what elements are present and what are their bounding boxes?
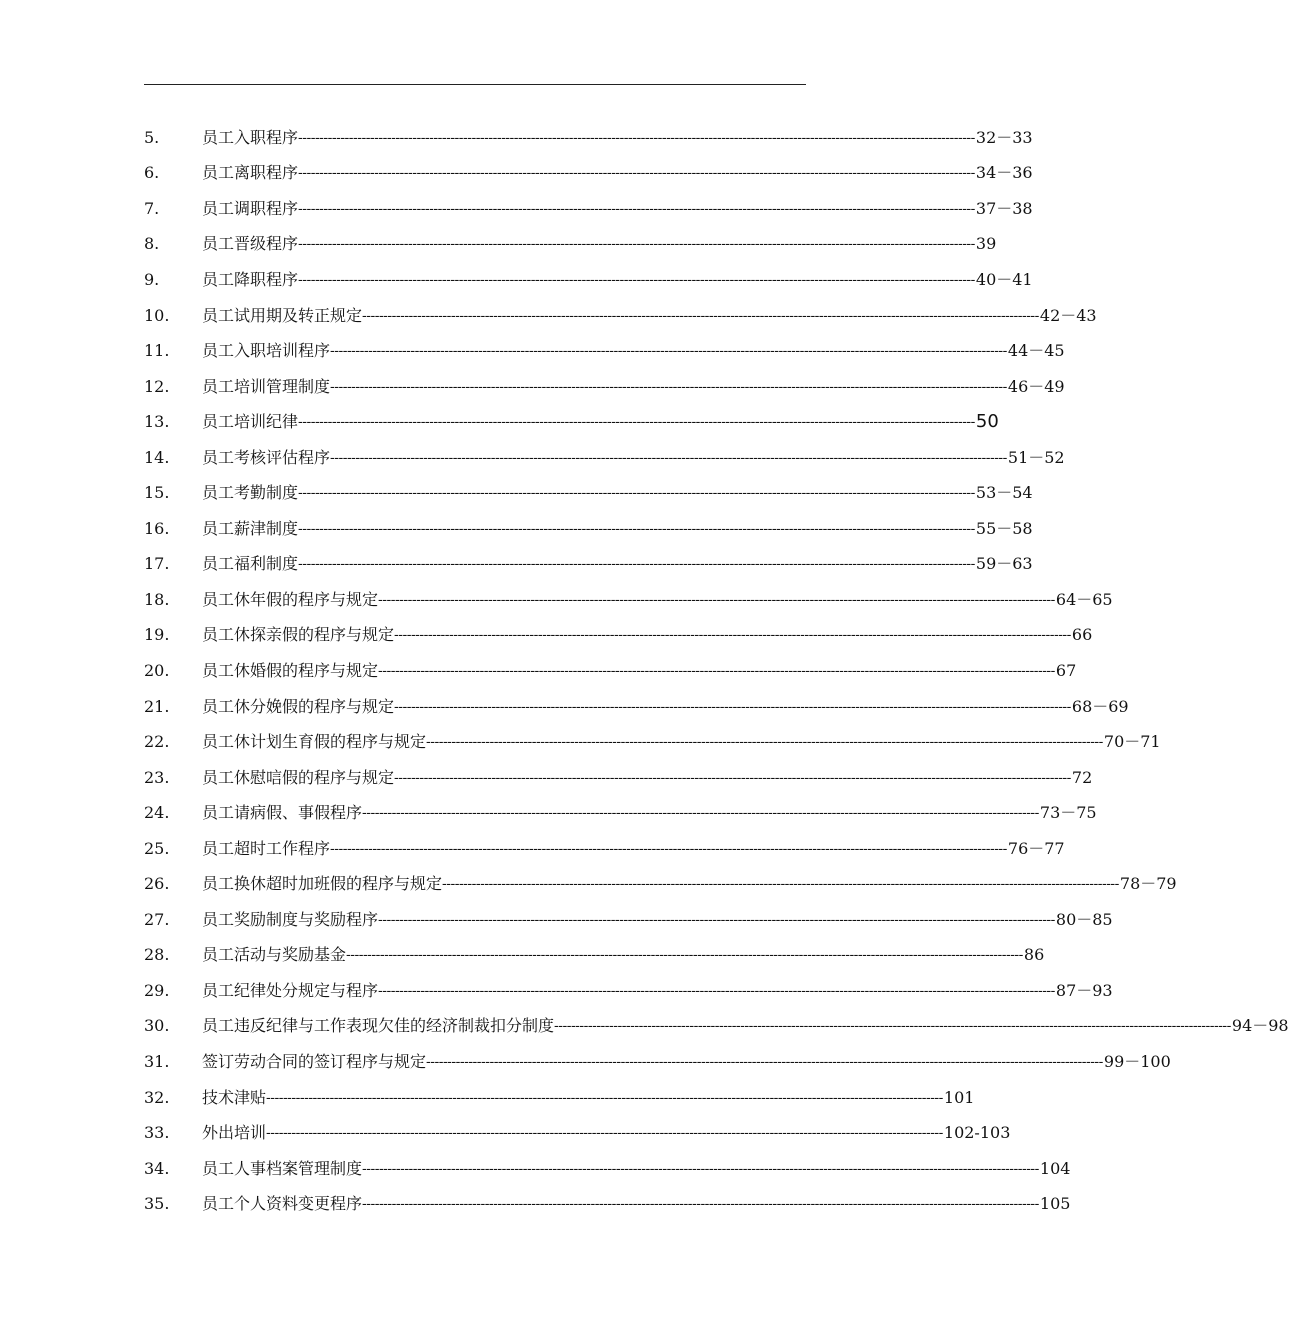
toc-entry-title: 员工降职程序 bbox=[202, 269, 299, 289]
toc-entry-page: 99－100 bbox=[1103, 1051, 1171, 1071]
toc-entry-title: 员工休年假的程序与规定 bbox=[202, 589, 379, 609]
toc-entry[interactable] bbox=[144, 262, 1033, 298]
toc-entry-page: 73－75 bbox=[1039, 803, 1097, 823]
toc-entry[interactable] bbox=[144, 404, 999, 440]
toc-leader: ---------------------------------------------------------------------------------------------------------------------------------------------------------------- bbox=[266, 1089, 943, 1106]
toc-leader: ---------------------------------------------------------------------------------------------------------------------------------------------------------------- bbox=[330, 840, 1007, 857]
toc-entry[interactable] bbox=[144, 760, 1093, 796]
toc-entry-page: 80－85 bbox=[1055, 909, 1113, 929]
toc-entry-number: 5. bbox=[144, 127, 160, 147]
toc-entry[interactable] bbox=[144, 724, 1161, 760]
toc-entry-page: 42－43 bbox=[1039, 305, 1097, 325]
toc-leader: ---------------------------------------------------------------------------------------------------------------------------------------------------------------- bbox=[394, 769, 1071, 786]
toc-entry[interactable] bbox=[144, 582, 1113, 618]
toc-entry[interactable] bbox=[144, 902, 1113, 938]
toc-entry-page: 34－36 bbox=[975, 163, 1033, 183]
toc-leader: ---------------------------------------------------------------------------------------------------------------------------------------------------------------- bbox=[298, 520, 975, 537]
toc-entry-number: 15. bbox=[144, 483, 170, 503]
toc-entry-number: 16. bbox=[144, 518, 170, 538]
toc-entry-title: 员工纪律处分规定与程序 bbox=[202, 980, 379, 1000]
toc-entry[interactable] bbox=[144, 831, 1065, 867]
toc-entry-title: 签订劳动合同的签订程序与规定 bbox=[202, 1051, 427, 1071]
toc-entry[interactable] bbox=[144, 333, 1065, 369]
toc-entry[interactable] bbox=[144, 1080, 975, 1116]
toc-entry-number: 8. bbox=[144, 234, 160, 254]
toc-entry-title: 员工休计划生育假的程序与规定 bbox=[202, 732, 427, 752]
toc-entry-number: 29. bbox=[144, 980, 170, 1000]
toc-entry-page: 59－63 bbox=[975, 554, 1033, 574]
toc-entry-page: 51－52 bbox=[1007, 447, 1065, 467]
toc-leader: ---------------------------------------------------------------------------------------------------------------------------------------------------------------- bbox=[330, 343, 1007, 360]
toc-leader: ---------------------------------------------------------------------------------------------------------------------------------------------------------------- bbox=[426, 734, 1103, 751]
toc-entry-page: 67 bbox=[1055, 660, 1077, 680]
toc-entry-number: 20. bbox=[144, 660, 170, 680]
toc-entry-title: 员工换休超时加班假的程序与规定 bbox=[202, 874, 443, 894]
toc-entry-title: 员工调职程序 bbox=[202, 198, 299, 218]
table-of-contents bbox=[144, 120, 1289, 1222]
toc-entry-title: 员工晋级程序 bbox=[202, 234, 299, 254]
toc-entry[interactable] bbox=[144, 191, 1033, 227]
toc-entry-number: 19. bbox=[144, 625, 170, 645]
toc-entry[interactable] bbox=[144, 866, 1177, 902]
toc-entry-page: 44－45 bbox=[1007, 341, 1065, 361]
toc-leader: ---------------------------------------------------------------------------------------------------------------------------------------------------------------- bbox=[394, 627, 1071, 644]
toc-leader: ---------------------------------------------------------------------------------------------------------------------------------------------------------------- bbox=[378, 662, 1055, 679]
toc-entry-number: 25. bbox=[144, 838, 170, 858]
toc-entry-number: 26. bbox=[144, 874, 170, 894]
toc-entry-title: 员工离职程序 bbox=[202, 163, 299, 183]
toc-leader: ---------------------------------------------------------------------------------------------------------------------------------------------------------------- bbox=[378, 982, 1055, 999]
toc-leader: ---------------------------------------------------------------------------------------------------------------------------------------------------------------- bbox=[442, 876, 1119, 893]
toc-entry-page: 53－54 bbox=[975, 483, 1033, 503]
toc-entry-title: 员工超时工作程序 bbox=[202, 838, 331, 858]
toc-entry-page: 105 bbox=[1039, 1194, 1071, 1214]
toc-leader: ---------------------------------------------------------------------------------------------------------------------------------------------------------------- bbox=[266, 1125, 943, 1142]
toc-entry-page: 37－38 bbox=[975, 198, 1033, 218]
toc-leader: ---------------------------------------------------------------------------------------------------------------------------------------------------------------- bbox=[298, 236, 975, 253]
toc-entry[interactable] bbox=[144, 120, 1033, 156]
toc-entry[interactable] bbox=[144, 1186, 1071, 1222]
toc-entry-title: 员工入职程序 bbox=[202, 127, 299, 147]
toc-entry[interactable] bbox=[144, 298, 1097, 334]
toc-entry-title: 员工休分娩假的程序与规定 bbox=[202, 696, 395, 716]
toc-entry[interactable] bbox=[144, 475, 1033, 511]
toc-entry-page: 39 bbox=[975, 234, 997, 254]
toc-entry-title: 员工个人资料变更程序 bbox=[202, 1194, 363, 1214]
toc-entry-page: 64－65 bbox=[1055, 589, 1113, 609]
toc-leader: ---------------------------------------------------------------------------------------------------------------------------------------------------------------- bbox=[330, 378, 1007, 395]
toc-entry[interactable] bbox=[144, 689, 1129, 725]
toc-entry-number: 21. bbox=[144, 696, 170, 716]
toc-entry-page: 86 bbox=[1023, 945, 1045, 965]
toc-entry-number: 28. bbox=[144, 945, 170, 965]
toc-entry[interactable] bbox=[144, 938, 1045, 974]
toc-entry-number: 31. bbox=[144, 1051, 170, 1071]
toc-entry-title: 员工培训纪律 bbox=[202, 412, 299, 432]
toc-entry[interactable] bbox=[144, 1151, 1071, 1187]
toc-entry-number: 27. bbox=[144, 909, 170, 929]
toc-entry[interactable] bbox=[144, 511, 1033, 547]
toc-leader: ---------------------------------------------------------------------------------------------------------------------------------------------------------------- bbox=[298, 271, 975, 288]
toc-entry[interactable] bbox=[144, 618, 1093, 654]
toc-entry-page: 87－93 bbox=[1055, 980, 1113, 1000]
toc-entry[interactable] bbox=[144, 547, 1033, 583]
toc-entry-page: 104 bbox=[1039, 1158, 1071, 1178]
toc-entry-number: 18. bbox=[144, 589, 170, 609]
toc-entry[interactable] bbox=[144, 1115, 1011, 1151]
toc-entry-title: 员工试用期及转正规定 bbox=[202, 305, 363, 325]
toc-entry-title: 员工活动与奖励基金 bbox=[202, 945, 347, 965]
toc-entry-page: 68－69 bbox=[1071, 696, 1129, 716]
toc-leader: ---------------------------------------------------------------------------------------------------------------------------------------------------------------- bbox=[362, 805, 1039, 822]
toc-entry-number: 11. bbox=[144, 341, 170, 361]
toc-leader: ---------------------------------------------------------------------------------------------------------------------------------------------------------------- bbox=[362, 307, 1039, 324]
toc-entry-page: 70－71 bbox=[1103, 732, 1161, 752]
toc-entry-number: 10. bbox=[144, 305, 170, 325]
toc-leader: ---------------------------------------------------------------------------------------------------------------------------------------------------------------- bbox=[378, 591, 1055, 608]
toc-entry-page: 32－33 bbox=[975, 127, 1033, 147]
toc-entry[interactable] bbox=[144, 440, 1065, 476]
toc-entry-title: 员工违反纪律与工作表现欠佳的经济制裁扣分制度 bbox=[202, 1016, 555, 1036]
toc-entry-page: 76－77 bbox=[1007, 838, 1065, 858]
toc-leader: ---------------------------------------------------------------------------------------------------------------------------------------------------------------- bbox=[426, 1053, 1103, 1070]
toc-leader: ---------------------------------------------------------------------------------------------------------------------------------------------------------------- bbox=[346, 947, 1023, 964]
toc-entry-page: 78－79 bbox=[1119, 874, 1177, 894]
toc-entry-title: 员工考核评估程序 bbox=[202, 447, 331, 467]
toc-entry-number: 13. bbox=[144, 412, 170, 432]
toc-entry-page: 55－58 bbox=[975, 518, 1033, 538]
toc-leader: ---------------------------------------------------------------------------------------------------------------------------------------------------------------- bbox=[378, 911, 1055, 928]
toc-entry-title: 员工培训管理制度 bbox=[202, 376, 331, 396]
toc-entry-number: 9. bbox=[144, 269, 160, 289]
toc-entry-number: 35. bbox=[144, 1194, 170, 1214]
toc-entry[interactable] bbox=[144, 156, 1033, 192]
toc-entry-number: 23. bbox=[144, 767, 170, 787]
toc-entry-number: 32. bbox=[144, 1087, 170, 1107]
toc-entry-title: 员工休婚假的程序与规定 bbox=[202, 660, 379, 680]
toc-entry[interactable] bbox=[144, 795, 1097, 831]
toc-entry-title: 员工奖励制度与奖励程序 bbox=[202, 909, 379, 929]
toc-entry-title: 技术津贴 bbox=[202, 1087, 267, 1107]
toc-entry-number: 7. bbox=[144, 198, 160, 218]
toc-entry-number: 14. bbox=[144, 447, 170, 467]
toc-entry-page: 40－41 bbox=[975, 269, 1033, 289]
toc-entry[interactable] bbox=[144, 227, 997, 263]
toc-leader: ---------------------------------------------------------------------------------------------------------------------------------------------------------------- bbox=[362, 1196, 1039, 1213]
toc-entry[interactable] bbox=[144, 369, 1065, 405]
toc-entry[interactable] bbox=[144, 1044, 1171, 1080]
toc-entry-title: 员工福利制度 bbox=[202, 554, 299, 574]
toc-entry-title: 员工考勤制度 bbox=[202, 483, 299, 503]
toc-entry-number: 34. bbox=[144, 1158, 170, 1178]
toc-entry-title: 员工休探亲假的程序与规定 bbox=[202, 625, 395, 645]
toc-entry-page: 66 bbox=[1071, 625, 1093, 645]
toc-entry-page: 94－98 bbox=[1231, 1016, 1289, 1036]
toc-entry-number: 30. bbox=[144, 1016, 170, 1036]
toc-leader: ---------------------------------------------------------------------------------------------------------------------------------------------------------------- bbox=[330, 449, 1007, 466]
toc-entry-number: 33. bbox=[144, 1123, 170, 1143]
toc-entry[interactable] bbox=[144, 973, 1113, 1009]
toc-entry-number: 24. bbox=[144, 803, 170, 823]
toc-entry[interactable] bbox=[144, 653, 1077, 689]
toc-leader: ---------------------------------------------------------------------------------------------------------------------------------------------------------------- bbox=[298, 485, 975, 502]
toc-entry-page: 50 bbox=[975, 411, 999, 433]
toc-entry[interactable] bbox=[144, 1009, 1289, 1045]
toc-entry-number: 22. bbox=[144, 732, 170, 752]
toc-leader: ---------------------------------------------------------------------------------------------------------------------------------------------------------------- bbox=[298, 200, 975, 217]
toc-entry-number: 12. bbox=[144, 376, 170, 396]
toc-leader: ---------------------------------------------------------------------------------------------------------------------------------------------------------------- bbox=[298, 129, 975, 146]
header-rule bbox=[144, 84, 806, 85]
toc-entry-title: 员工薪津制度 bbox=[202, 518, 299, 538]
toc-entry-page: 72 bbox=[1071, 767, 1093, 787]
toc-leader: ---------------------------------------------------------------------------------------------------------------------------------------------------------------- bbox=[394, 698, 1071, 715]
toc-entry-title: 外出培训 bbox=[202, 1123, 267, 1143]
toc-leader: ---------------------------------------------------------------------------------------------------------------------------------------------------------------- bbox=[298, 556, 975, 573]
toc-leader: ---------------------------------------------------------------------------------------------------------------------------------------------------------------- bbox=[298, 165, 975, 182]
toc-entry-page: 46－49 bbox=[1007, 376, 1065, 396]
toc-leader: ---------------------------------------------------------------------------------------------------------------------------------------------------------------- bbox=[554, 1018, 1231, 1035]
toc-entry-number: 6. bbox=[144, 163, 160, 183]
toc-entry-title: 员工入职培训程序 bbox=[202, 341, 331, 361]
toc-entry-title: 员工人事档案管理制度 bbox=[202, 1158, 363, 1178]
toc-entry-number: 17. bbox=[144, 554, 170, 574]
toc-entry-page: 101 bbox=[943, 1087, 975, 1107]
toc-entry-title: 员工请病假、事假程序 bbox=[202, 803, 363, 823]
toc-leader: ---------------------------------------------------------------------------------------------------------------------------------------------------------------- bbox=[298, 414, 975, 431]
toc-leader: ---------------------------------------------------------------------------------------------------------------------------------------------------------------- bbox=[362, 1160, 1039, 1177]
toc-entry-title: 员工休慰唁假的程序与规定 bbox=[202, 767, 395, 787]
toc-entry-page: 102-103 bbox=[943, 1123, 1011, 1143]
